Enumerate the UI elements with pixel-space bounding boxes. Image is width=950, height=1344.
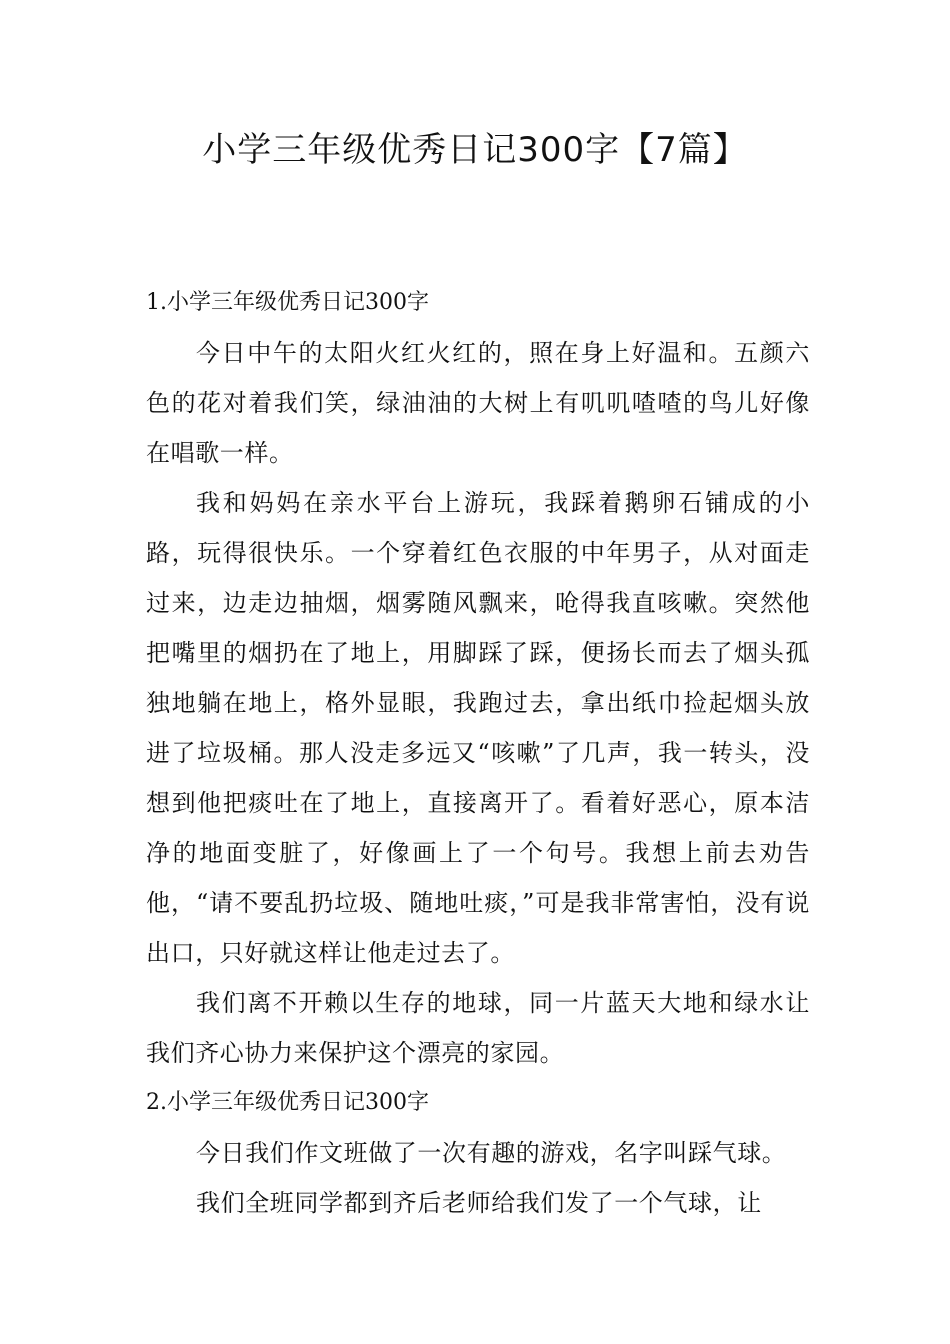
paragraph: 我们全班同学都到齐后老师给我们发了一个气球，让 xyxy=(196,1189,762,1217)
document-body xyxy=(146,278,810,1228)
section-heading: 1.小学三年级优秀日记300字 xyxy=(146,290,429,315)
document-title: 小学三年级优秀日记300字【7篇】 xyxy=(202,130,748,170)
section-2 xyxy=(146,1078,810,1228)
paragraph: 我和妈妈在亲水平台上游玩，我踩着鹅卵石铺成的小路，玩得很快乐。一个穿着红色衣服的中年男子，从对面走过来，边走边抽烟，烟雾随风飘来，呛得我直咳嗽。突然他把嘴里的烟扔在了地上，用脚踩了踩，便扬长而去了烟头孤独地躺在地上，格外显眼，我跑过去，拿出纸巾捡起烟头放进了垃圾桶。那人没走多远又“咳嗽”了几声，我一转头，没想到他把痰吐在了地上，直接离开了。看着好恶心，原本洁净的地面变脏了，好像画上了一个句号。我想上前去劝告他，“请不要乱扔垃圾、随地吐痰，”可是我非常害怕，没有说出口，只好就这样让他走过去了。 xyxy=(146,489,810,967)
paragraph: 今日我们作文班做了一次有趣的游戏，名字叫踩气球。 xyxy=(196,1139,787,1167)
paragraph: 我们离不开赖以生存的地球，同一片蓝天大地和绿水让我们齐心协力来保护这个漂亮的家园。 xyxy=(146,989,810,1067)
section-1 xyxy=(146,278,810,1078)
section-heading: 2.小学三年级优秀日记300字 xyxy=(146,1090,429,1115)
paragraph: 今日中午的太阳火红火红的，照在身上好温和。五颜六色的花对着我们笑，绿油油的大树上有叽叽喳喳的鸟儿好像在唱歌一样。 xyxy=(146,339,810,467)
